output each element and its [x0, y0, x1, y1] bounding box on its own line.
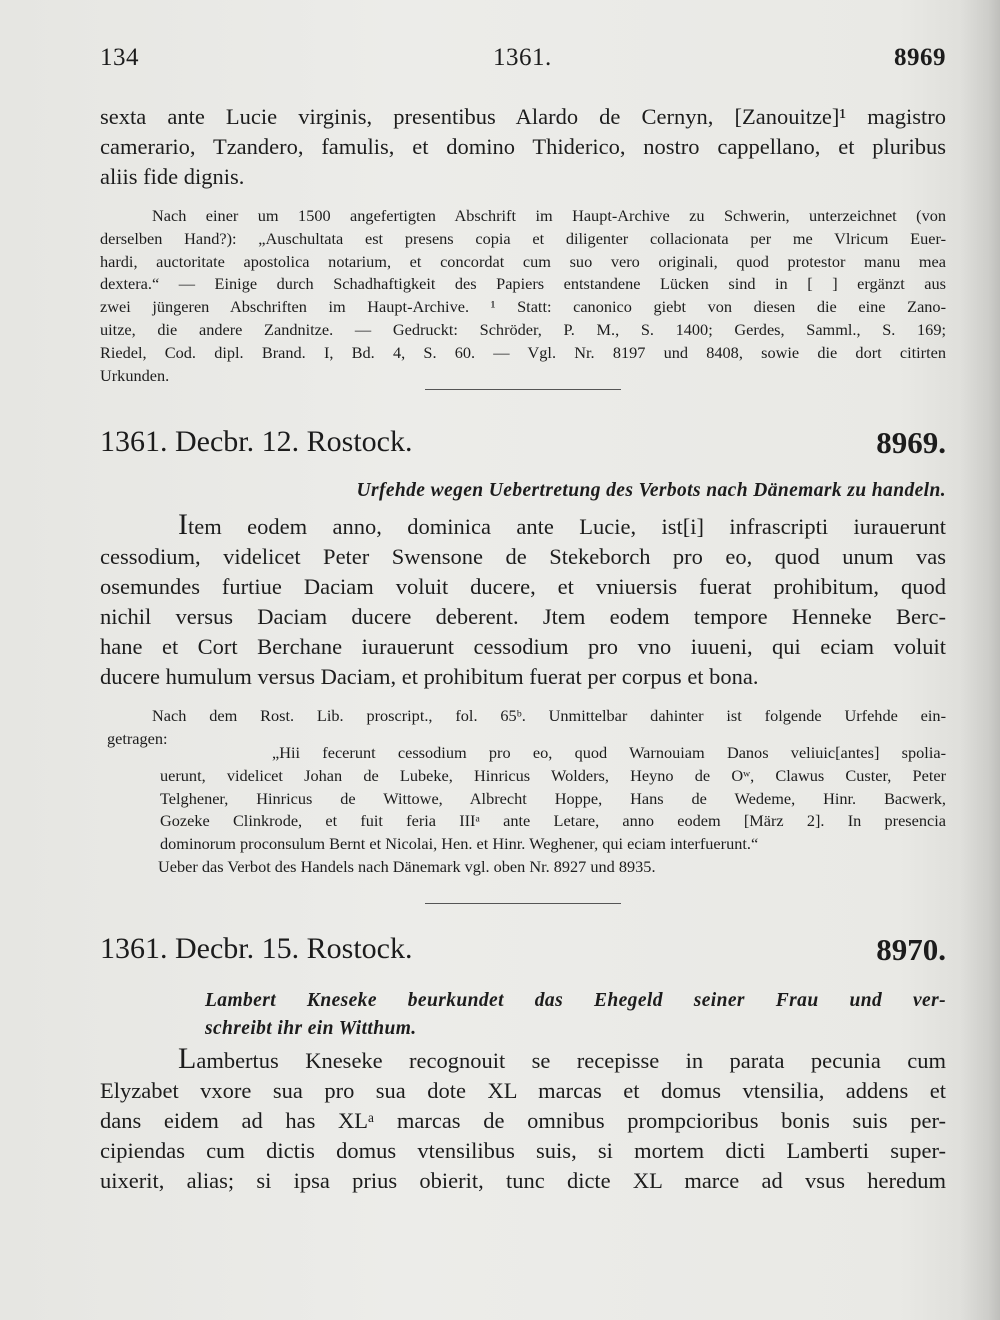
note-line: dextera.“ — Einige durch Schadhaftigkeit des Papiers entstandene Lücken sind in [ ] ergänzt aus — [100, 274, 946, 294]
body-line — [100, 508, 946, 542]
doc-8969-body — [100, 508, 946, 692]
note-line: hardi, auctoritate apostolica notarium, et concordat cum suo vero originali, quod protestor manu mea — [100, 251, 946, 271]
section-divider — [425, 903, 621, 904]
note-line: derselben Hand?): „Auschultata est presens copia et diligenter collacionata per me Vlricum Euer- — [100, 228, 946, 248]
quote-line: Telghener, Hinricus de Wittowe, Albrecht Hoppe, Hans de Wedeme, Hinr. Bacwerk, — [160, 788, 946, 808]
note-line: Ueber das Verbot des Handels nach Dänemark vgl. oben Nr. 8927 und 8935. — [158, 857, 656, 876]
note-line: Riedel, Cod. dipl. Brand. I, Bd. 4, S. 60. — Vgl. Nr. 8197 und 8408, sowie die dort citirten — [100, 342, 946, 362]
body-line-text: tem eodem anno, dominica ante Lucie, ist[i] infrascripti iurauerunt — [188, 514, 946, 539]
body-line: uixerit, alias; si ipsa prius obierit, tunc dicte XL marce ad vsus heredum — [100, 1168, 946, 1193]
body-line: sexta ante Lucie virginis, presentibus Alardo de Cernyn, [Zanouitze]¹ magistro — [100, 104, 946, 129]
body-line: Elyzabet vxore sua pro sua dote XL marcas et domus vtensilia, addens et — [100, 1078, 946, 1103]
body-line: aliis fide dignis. — [100, 164, 245, 189]
body-line: cipiendas cum dictis domus vtensilibus suis, si mortem dicti Lamberti super- — [100, 1138, 946, 1163]
quote-line: dominorum proconsulum Bernt et Nicolai, Hen. et Hinr. Weghener, qui eciam interfuerunt.“ — [160, 834, 759, 854]
body-line-text: ambertus Kneseke recognouit se recepisse in parata pecunia cum — [196, 1048, 946, 1073]
doc-number: 8969. — [876, 425, 946, 460]
section-divider — [425, 389, 621, 390]
quote-line: Gozeke Clinkrode, et fuit feria IIIᵃ ante Letare, anno eodem [März 2]. In presencia — [160, 811, 946, 831]
quote-line: uerunt, videlicet Johan de Lubeke, Hinricus Wolders, Heyno de Oʷ, Clawus Custer, Peter — [160, 765, 946, 785]
rubric-line: Lambert Kneseke beurkundet das Ehegeld seiner Frau und ver- — [205, 990, 946, 1011]
note-line: Nach einer um 1500 angefertigten Abschrift im Haupt-Archive zu Schwerin, unterzeichnet (von — [152, 206, 946, 225]
page-edge-shadow — [960, 0, 1000, 1320]
doc-number: 8970. — [876, 932, 946, 967]
body-line: dans eidem ad has XLᵃ marcas de omnibus prompcioribus bonis suis per- — [100, 1108, 946, 1133]
doc-rubric — [356, 480, 946, 502]
body-line — [100, 1042, 946, 1076]
note-line: zwei jüngeren Abschriften im Haupt-Archive. ¹ Statt: canonico giebt von diesen die eine Zano- — [100, 297, 946, 317]
rubric-line: schreibt ihr ein Witthum. — [205, 1018, 417, 1039]
body-line: osemundes furtiue Daciam voluit ducere, et vniuersis fuerat prohibitum, quod — [100, 574, 946, 599]
header-doc-number: 8969 — [894, 44, 946, 71]
quote-line: „Hii fecerunt cessodium pro eo, quod Warnouiam Danos veliuic[antes] spolia- — [272, 743, 946, 762]
body-line: hane et Cort Berchane iurauerunt cessodium pro vno iuueni, qui eciam voluit — [100, 634, 946, 659]
doc-heading-8970 — [100, 932, 946, 976]
note-line: Nach dem Rost. Lib. proscript., fol. 65ᵇ. Unmittelbar dahinter ist folgende Urfehde ein- — [152, 706, 946, 725]
doc-heading-8969 — [100, 425, 946, 469]
prev-doc-note — [100, 205, 946, 387]
note-line: uitze, die andere Zandnitze. — Gedruckt: Schröder, P. M., S. 1400; Gerdes, Samml., S. 169; — [100, 319, 946, 339]
header-year: 1361. — [493, 44, 552, 71]
rubric-line: Urfehde wegen Uebertretung des Verbots nach Dänemark zu handeln. — [356, 480, 946, 501]
body-line: ducere humulum versus Daciam, et prohibitum fuerat per corpus et bona. — [100, 664, 759, 689]
page-number: 134 — [100, 44, 139, 71]
drop-initial: L — [178, 1042, 197, 1075]
doc-rubric — [205, 987, 946, 1043]
doc-8969-note-after — [158, 856, 946, 879]
doc-date-place: 1361. Decbr. 12. Rostock. — [100, 425, 413, 458]
note-line: Urkunden. — [100, 365, 170, 385]
running-header — [100, 44, 946, 80]
doc-date-place: 1361. Decbr. 15. Rostock. — [100, 932, 413, 965]
doc-8970-body — [100, 1042, 946, 1196]
body-line: cessodium, videlicet Peter Swensone de Stekeborch pro eo, quod unum vas — [100, 544, 946, 569]
prev-doc-body — [100, 102, 946, 192]
note-line: getragen: — [107, 728, 168, 748]
drop-initial: I — [178, 508, 188, 541]
doc-8969-quote — [160, 742, 946, 856]
body-line: nichil versus Daciam ducere deberent. Jtem eodem tempore Henneke Berc- — [100, 604, 946, 629]
body-line: camerario, Tzandero, famulis, et domino Thiderico, nostro cappellano, et pluribus — [100, 134, 946, 159]
